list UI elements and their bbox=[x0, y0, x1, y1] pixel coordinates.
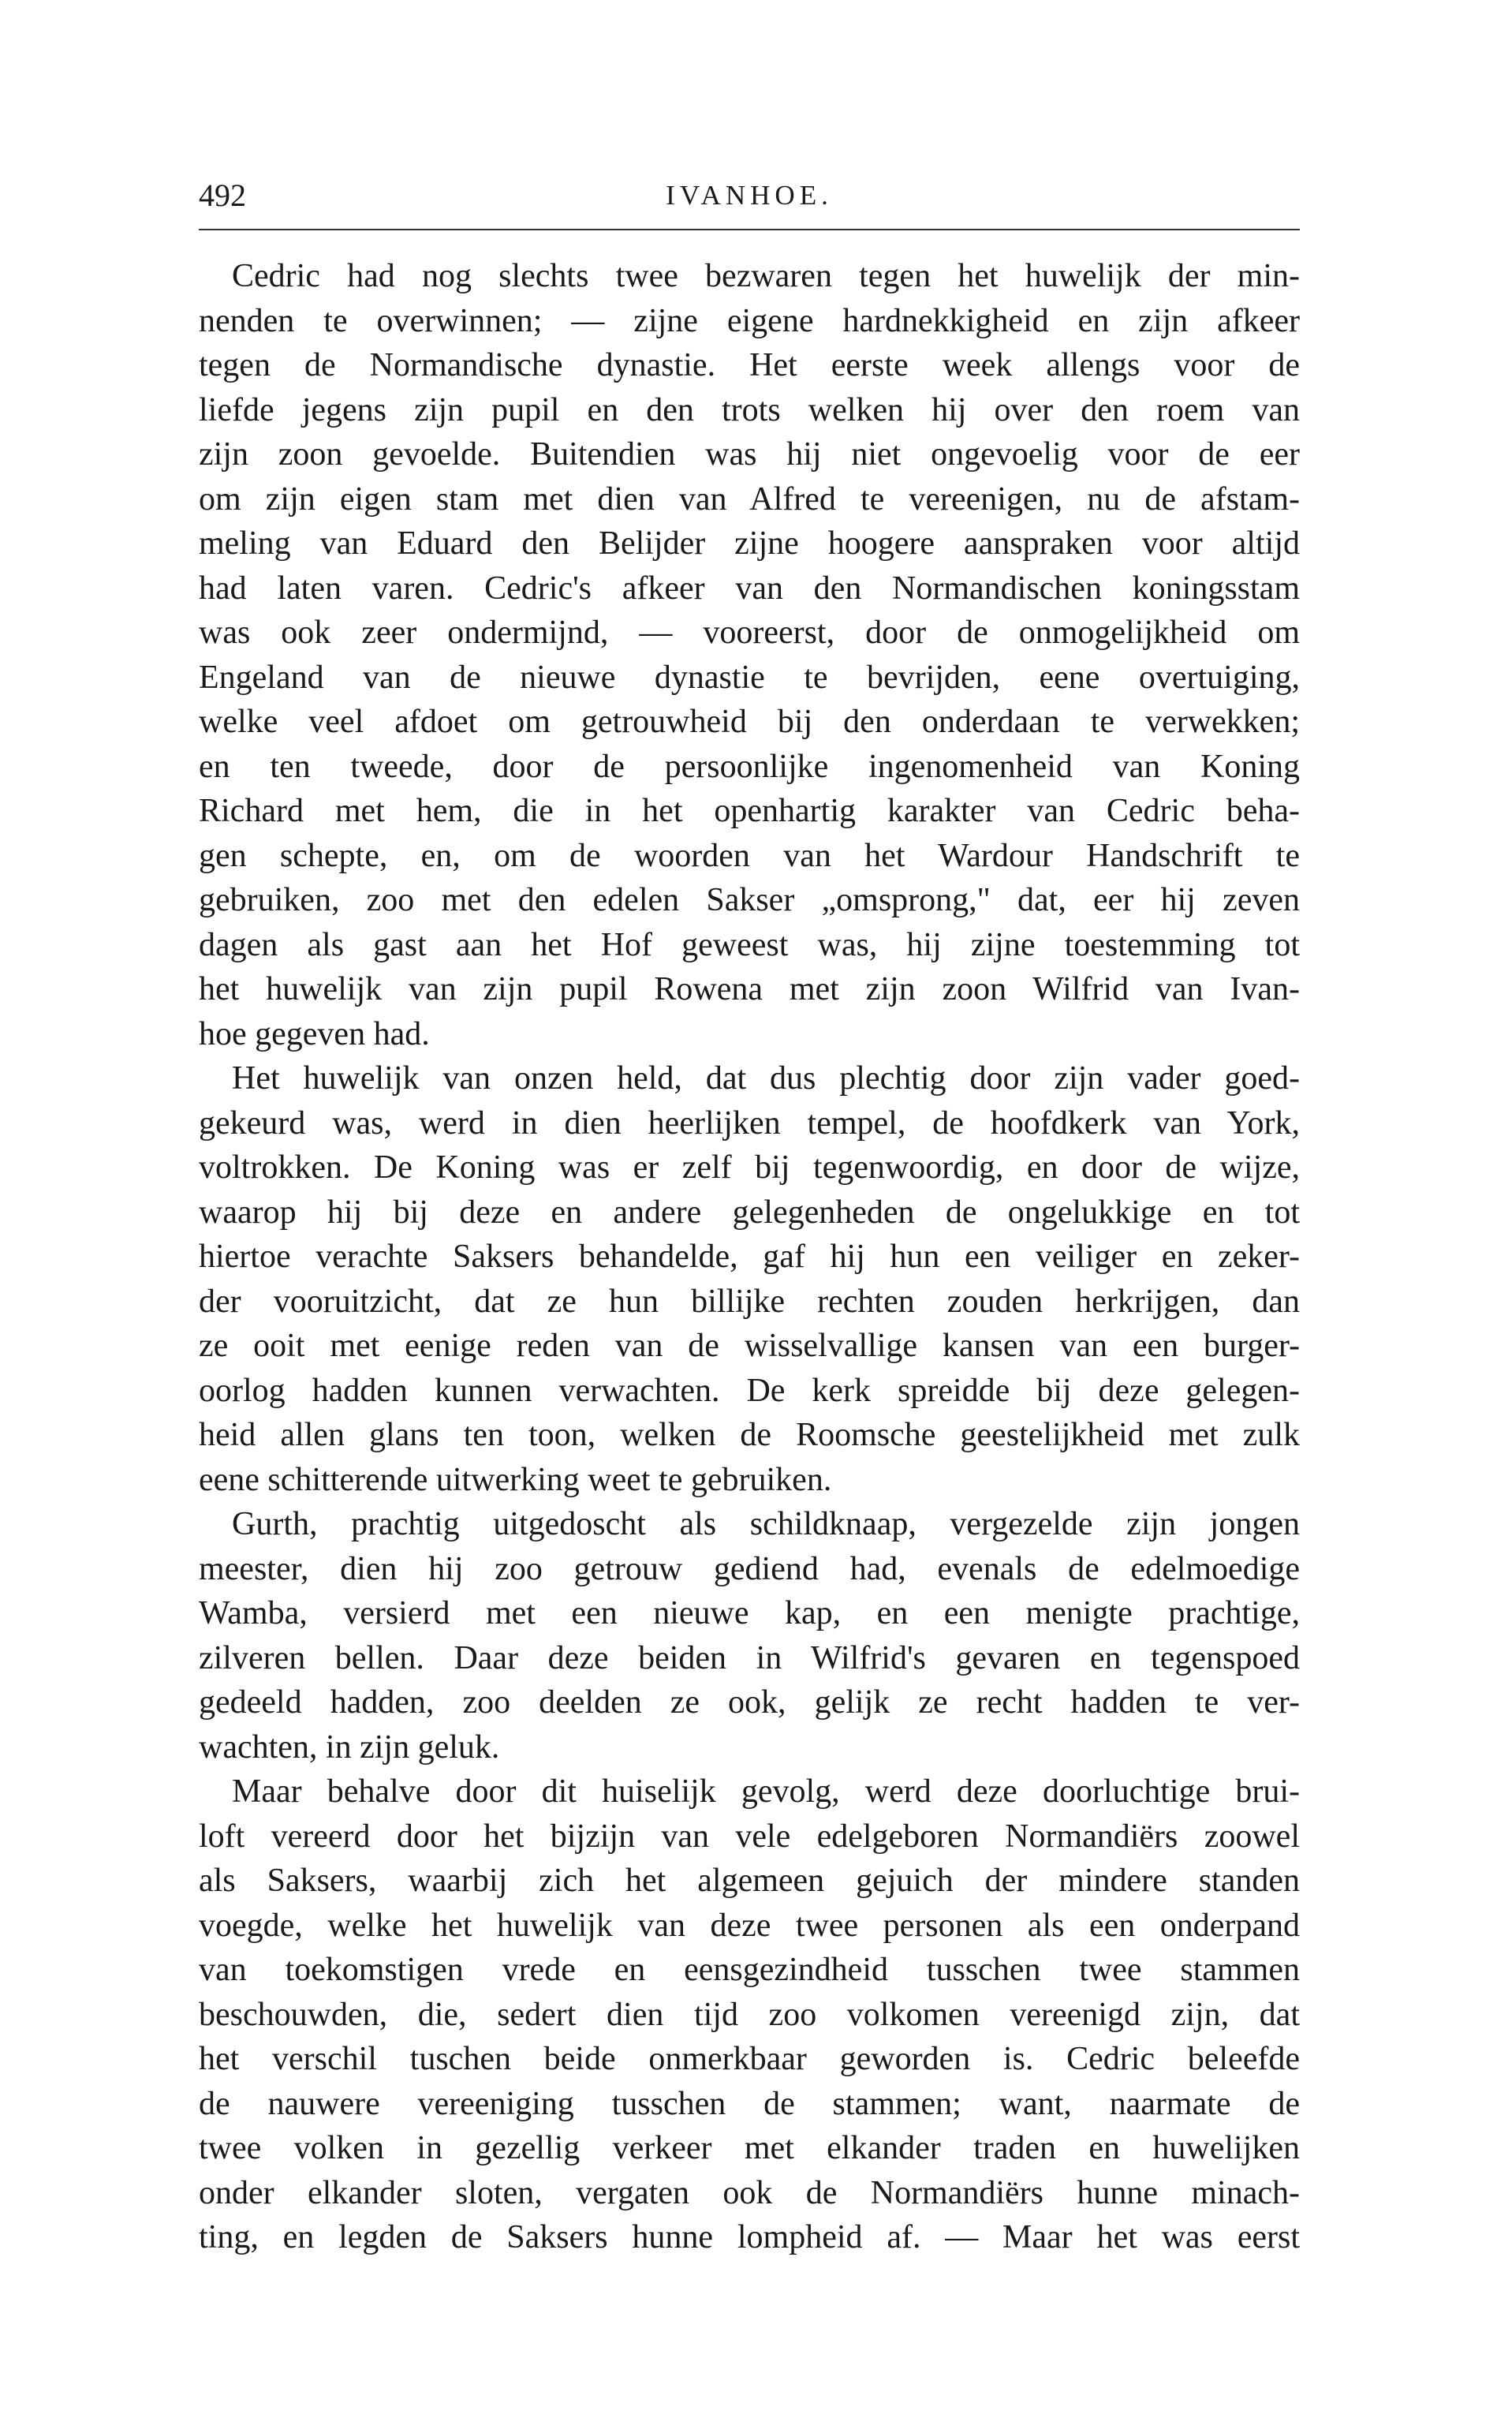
text-line: het verschil tuschen beide onmerkbaar geworden is. Cedric beleefde bbox=[199, 2041, 1300, 2077]
text-line: het huwelijk van zijn pupil Rowena met zijn zoon Wilfrid van Ivan- bbox=[199, 971, 1300, 1007]
text-line: meling van Eduard den Belijder zijne hoogere aanspraken voor altijd bbox=[199, 525, 1300, 562]
text-line: eene schitterende uitwerking weet te gebruiken. bbox=[199, 1461, 832, 1498]
text-line: loft vereerd door het bijzijn van vele edelgeboren Normandiërs zoowel bbox=[199, 1818, 1300, 1855]
text-line: ze ooit met eenige reden van de wisselvallige kansen van een burger- bbox=[199, 1328, 1300, 1364]
text-line: twee volken in gezellig verkeer met elkander traden en huwelijken bbox=[199, 2130, 1300, 2166]
text-line: beschouwden, die, sedert dien tijd zoo volkomen vereenigd zijn, dat bbox=[199, 1996, 1300, 2033]
text-line: was ook zeer ondermijnd, — vooreerst, door de onmogelijkheid om bbox=[199, 615, 1300, 651]
text-line: had laten varen. Cedric's afkeer van den Normandischen koningsstam bbox=[199, 570, 1300, 607]
text-line: der vooruitzicht, dat ze hun billijke rechten zouden herkrijgen, dan bbox=[199, 1283, 1300, 1320]
text-line: wachten, in zijn geluk. bbox=[199, 1728, 500, 1766]
text-line: nenden te overwinnen; — zijne eigene hardnekkigheid en zijn afkeer bbox=[199, 302, 1300, 339]
text-line: zijn zoon gevoelde. Buitendien was hij niet ongevoelig voor de eer bbox=[199, 436, 1300, 473]
body-text bbox=[199, 254, 1300, 2260]
text-line: hoe gegeven had. bbox=[199, 1015, 430, 1052]
text-line: Maar behalve door dit huiselijk gevolg, werd deze doorluchtige brui- bbox=[232, 1773, 1300, 1810]
text-line: Engeland van de nieuwe dynastie te bevrijden, eene overtuiging, bbox=[199, 659, 1300, 696]
text-line: gedeeld hadden, zoo deelden ze ook, gelijk ze recht hadden te ver- bbox=[199, 1684, 1300, 1721]
text-line: gen schepte, en, om de woorden van het Wardour Handschrift te bbox=[199, 837, 1300, 874]
text-line: hiertoe verachte Saksers behandelde, gaf hij hun een veiliger en zeker- bbox=[199, 1239, 1300, 1275]
text-line: de nauwere vereeniging tusschen de stammen; want, naarmate de bbox=[199, 2085, 1300, 2122]
text-line: Gurth, prachtig uitgedoscht als schildknaap, vergezelde zijn jongen bbox=[232, 1506, 1300, 1542]
text-line: voegde, welke het huwelijk van deze twee personen als een onderpand bbox=[199, 1907, 1300, 1944]
text-line: meester, dien hij zoo getrouw gediend had, evenals de edelmoedige bbox=[199, 1550, 1300, 1587]
page-number: 492 bbox=[199, 178, 246, 213]
text-line: dagen als gast aan het Hof geweest was, hij zijne toestemming tot bbox=[199, 926, 1300, 963]
text-line: oorlog hadden kunnen verwachten. De kerk spreidde bij deze gelegen- bbox=[199, 1372, 1300, 1409]
text-line: Wamba, versierd met een nieuwe kap, en een menigte prachtige, bbox=[199, 1595, 1300, 1631]
text-line: gebruiken, zoo met den edelen Sakser „omsprong," dat, eer hij zeven bbox=[199, 882, 1300, 918]
text-line: Richard met hem, die in het openhartig karakter van Cedric beha- bbox=[199, 793, 1300, 829]
text-line: tegen de Normandische dynastie. Het eerste week allengs voor de bbox=[199, 347, 1300, 383]
text-line: van toekomstigen vrede en eensgezindheid tusschen twee stammen bbox=[199, 1952, 1300, 1988]
text-line: Het huwelijk van onzen held, dat dus plechtig door zijn vader goed- bbox=[232, 1060, 1300, 1097]
text-line: voltrokken. De Koning was er zelf bij tegenwoordig, en door de wijze, bbox=[199, 1149, 1300, 1186]
text-line: en ten tweede, door de persoonlijke ingenomenheid van Koning bbox=[199, 748, 1300, 785]
text-line: ting, en legden de Saksers hunne lompheid af. — Maar het was eerst bbox=[199, 2219, 1300, 2255]
text-line: heid allen glans ten toon, welken de Roomsche geestelijkheid met zulk bbox=[199, 1417, 1300, 1453]
text-line: welke veel afdoet om getrouwheid bij den onderdaan te verwekken; bbox=[199, 704, 1300, 740]
text-line: Cedric had nog slechts twee bezwaren tegen het huwelijk der min- bbox=[232, 258, 1300, 294]
text-line: zilveren bellen. Daar deze beiden in Wilfrid's gevaren en tegenspoed bbox=[199, 1639, 1300, 1676]
text-line: om zijn eigen stam met dien van Alfred te vereenigen, nu de afstam- bbox=[199, 480, 1300, 518]
text-line: onder elkander sloten, vergaten ook de Normandiërs hunne minach- bbox=[199, 2174, 1300, 2211]
text-line: als Saksers, waarbij zich het algemeen gejuich der mindere standen bbox=[199, 1863, 1300, 1899]
text-line: gekeurd was, werd in dien heerlijken tempel, de hoofdkerk van York, bbox=[199, 1104, 1300, 1142]
text-line: liefde jegens zijn pupil en den trots welken hij over den roem van bbox=[199, 391, 1300, 428]
text-line: waarop hij bij deze en andere gelegenheden de ongelukkige en tot bbox=[199, 1194, 1300, 1231]
header-rule bbox=[199, 229, 1300, 230]
running-head bbox=[199, 172, 1300, 219]
running-title: IVANHOE. bbox=[666, 180, 833, 211]
